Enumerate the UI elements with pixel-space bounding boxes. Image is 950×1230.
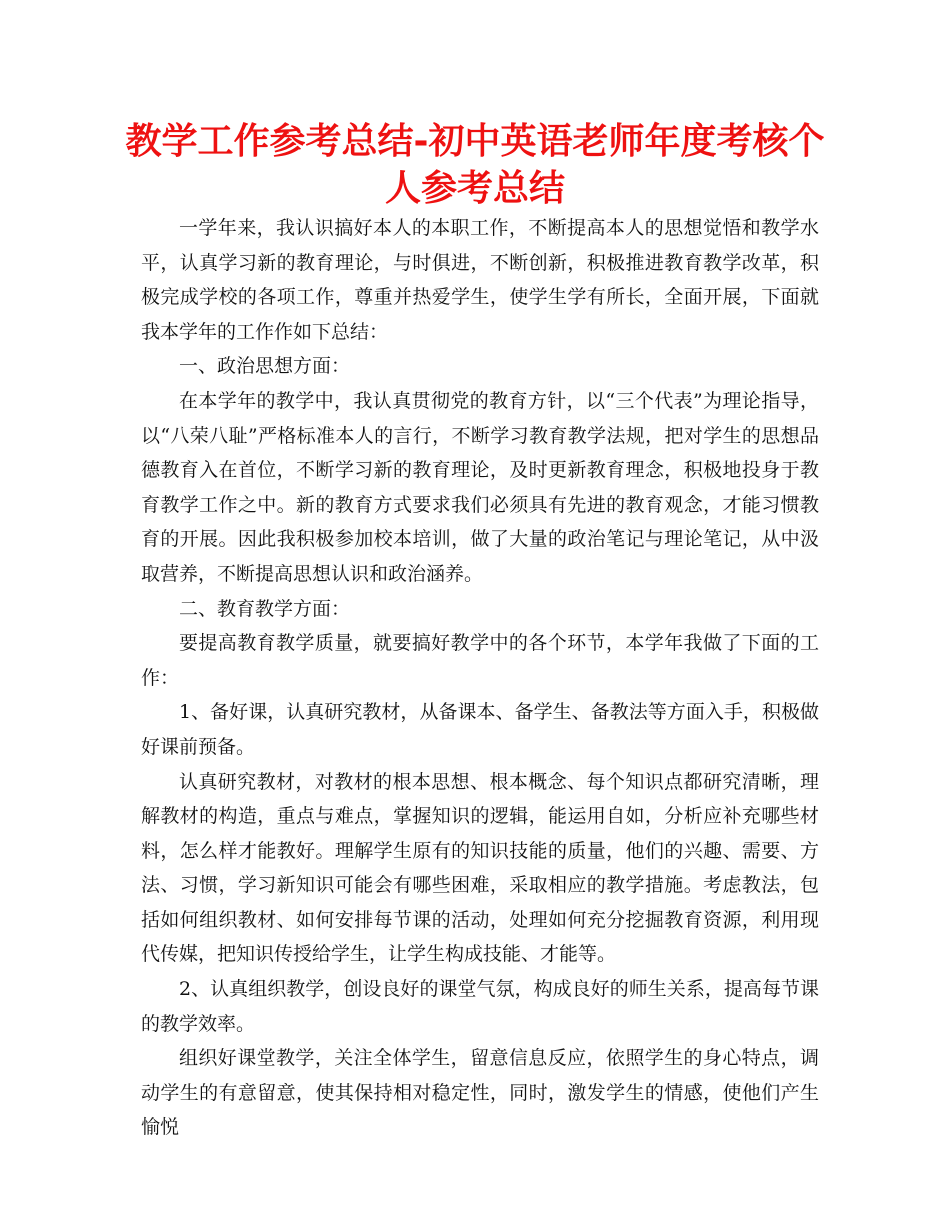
paragraph-teaching-quality: 要提高教育教学质量，就要搞好教学中的各个环节，本学年我做了下面的工作： <box>141 632 819 689</box>
heading-political-thought: 一、政治思想方面： <box>179 355 351 378</box>
document-title: 教学工作参考总结-初中英语老师年度考核个人参考总结 <box>125 121 825 209</box>
heading-teaching: 二、教育教学方面： <box>179 597 351 620</box>
paragraph-intro: 一学年来，我认识搞好本人的本职工作，不断提高本人的思想觉悟和教学水平，认真学习新的教育理论，与时俱进，不断创新，积极推进教育教学改革，积极完成学校的各项工作，尊重并热爱学生，使学生学有所长，全面开展，下面就我本学年的工作作如下总结： <box>141 217 819 343</box>
document-body <box>141 211 819 1145</box>
paragraph-classroom: 组织好课堂教学，关注全体学生，留意信息反应，依照学生的身心特点，调动学生的有意留意，使其保持相对稳定性，同时，激发学生的情感，使他们产生愉悦 <box>141 1047 819 1139</box>
paragraph-political-thought: 在本学年的教学中，我认真贯彻党的教育方针，以“三个代表”为理论指导，以“八荣八耻”严格标准本人的言行，不断学习教育教学法规，把对学生的思想品德教育入在首位，不断学习新的教育理论，及时更新教育理念，积极地投身于教育教学工作之中。新的教育方式要求我们必须具有先进的教育观念，才能习惯教育的开展。因此我积极参加校本培训，做了大量的政治笔记与理论笔记，从中汲取营养，不断提高思想认识和政治涵养。 <box>141 389 819 585</box>
paragraph-study-materials: 认真研究教材，对教材的根本思想、根本概念、每个知识点都研究清晰，理解教材的构造，重点与难点，掌握知识的逻辑，能运用自如，分析应补充哪些材料，怎么样才能教好。理解学生原有的知识技能的质量，他们的兴趣、需要、方法、习惯，学习新知识可能会有哪些困难，采取相应的教学措施。考虑教法，包括如何组织教材、如何安排每节课的活动，处理如何充分挖掘教育资源，利用现代传媒，把知识传授给学生，让学生构成技能、才能等。 <box>141 770 819 966</box>
paragraph-item-2: 2、认真组织教学，创设良好的课堂气氛，构成良好的师生关系，提高每节课的教学效率。 <box>141 978 819 1035</box>
paragraph-item-1: 1、备好课，认真研究教材，从备课本、备学生、备教法等方面入手，积极做好课前预备。 <box>141 701 819 758</box>
